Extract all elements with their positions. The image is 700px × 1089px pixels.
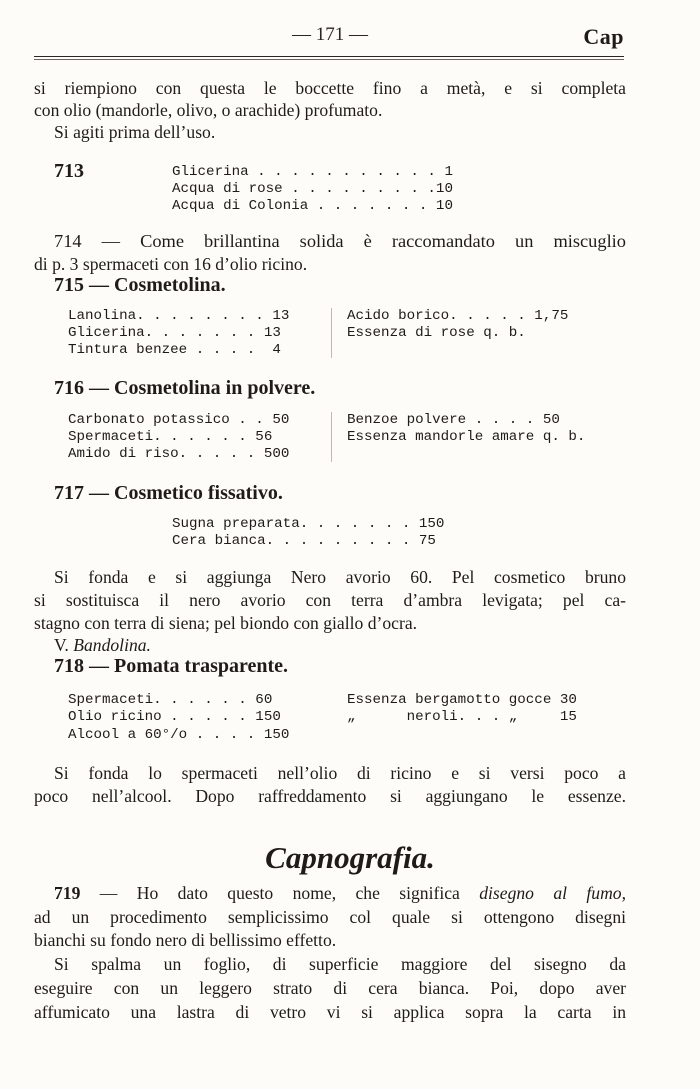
ingredient-row: Lanolina. . . . . . . . 13 (68, 308, 290, 324)
ingredient-row: Cera bianca. . . . . . . . . 75 (172, 533, 436, 549)
ingredient-row: Acqua di rose . . . . . . . . .10 (172, 181, 453, 197)
ingredient-row: Glicerina . . . . . . . . . . . 1 (172, 164, 453, 180)
text-line: si riempiono con questa le boccette fino a metà, e si completa (34, 78, 626, 98)
italic-phrase: disegno al fumo, (479, 883, 627, 903)
text-line: bianchi su fondo nero di bellissimo effetto. (34, 930, 337, 950)
recipe-number: 713 (54, 160, 84, 182)
ingredient-row: Spermaceti. . . . . . 56 (68, 429, 273, 445)
page-number: — 171 — (292, 24, 368, 45)
text-line (54, 882, 626, 904)
text-run: — Ho dato questo nome, che significa (99, 883, 460, 903)
text-line: affumicato una lastra di vetro vi si applica sopra la carta in (34, 1002, 626, 1022)
recipe-title: 715 — Cosmetolina. (54, 274, 226, 296)
section-title: Capnografia. (265, 840, 435, 875)
text-line: con olio (mandorle, olivo, o arachide) profumato. (34, 100, 383, 120)
text-line: stagno con terra di siena; pel biondo con giallo d’ocra. (34, 613, 418, 633)
ingredient-row: Tintura benzee . . . . 4 (68, 342, 281, 358)
text-line: eseguire con un leggero strato di cera bianca. Poi, dopo aver (34, 978, 626, 998)
text-line: ad un procedimento semplicissimo col quale si ottengono disegni (34, 907, 626, 927)
ingredient-row: Benzoe polvere . . . . 50 (347, 412, 560, 428)
text-line: Si agiti prima dell’uso. (54, 122, 216, 142)
ingredient-row: Essenza bergamotto gocce 30 (347, 692, 577, 708)
ingredient-row: Carbonato potassico . . 50 (68, 412, 290, 428)
text-line: Si spalma un foglio, di superficie maggiore del sisegno da (54, 954, 626, 974)
ingredient-row: Acqua di Colonia . . . . . . . 10 (172, 198, 453, 214)
header-rule (34, 56, 624, 57)
ingredient-row: Essenza mandorle amare q. b. (347, 429, 586, 445)
column-divider (331, 412, 332, 462)
ingredient-row: Alcool a 60°/o . . . . 150 (68, 727, 290, 743)
ingredient-row: Acido borico. . . . . 1,75 (347, 308, 569, 324)
text-line: Si fonda e si aggiunga Nero avorio 60. Pel cosmetico bruno (54, 567, 626, 587)
header-rule-thin (34, 59, 624, 60)
ingredient-row: Sugna preparata. . . . . . . 150 (172, 516, 445, 532)
see-link[interactable]: Bandolina. (73, 635, 151, 655)
text-line: 714 — Come brillantina solida è raccomandato un miscuglio (54, 231, 626, 251)
ingredient-row: „ neroli. . . „ 15 (347, 709, 577, 725)
recipe-title: 716 — Cosmetolina in polvere. (54, 377, 316, 399)
ingredient-row: Glicerina. . . . . . . 13 (68, 325, 281, 341)
column-divider (331, 308, 332, 358)
ingredient-row: Spermaceti. . . . . . 60 (68, 692, 273, 708)
ingredient-row: Olio ricino . . . . . 150 (68, 709, 281, 725)
running-head: Cap (583, 24, 624, 49)
see-prefix: V. (54, 635, 69, 655)
text-line: Si fonda lo spermaceti nell’olio di ricino e si versi poco a (54, 763, 626, 783)
cross-reference (54, 634, 626, 656)
text-line: poco nell’alcool. Dopo raffreddamento si aggiungano le essenze. (34, 786, 626, 806)
ingredient-row: Essenza di rose q. b. (347, 325, 526, 341)
recipe-number: 719 (54, 883, 81, 903)
recipe-title: 718 — Pomata trasparente. (54, 655, 289, 677)
text-line: di p. 3 spermaceti con 16 d’olio ricino. (34, 254, 308, 274)
recipe-title: 717 — Cosmetico fissativo. (54, 482, 283, 504)
ingredient-row: Amido di riso. . . . . 500 (68, 446, 290, 462)
text-line: si sostituisca il nero avorio con terra d’ambra levigata; pel ca- (34, 590, 626, 610)
